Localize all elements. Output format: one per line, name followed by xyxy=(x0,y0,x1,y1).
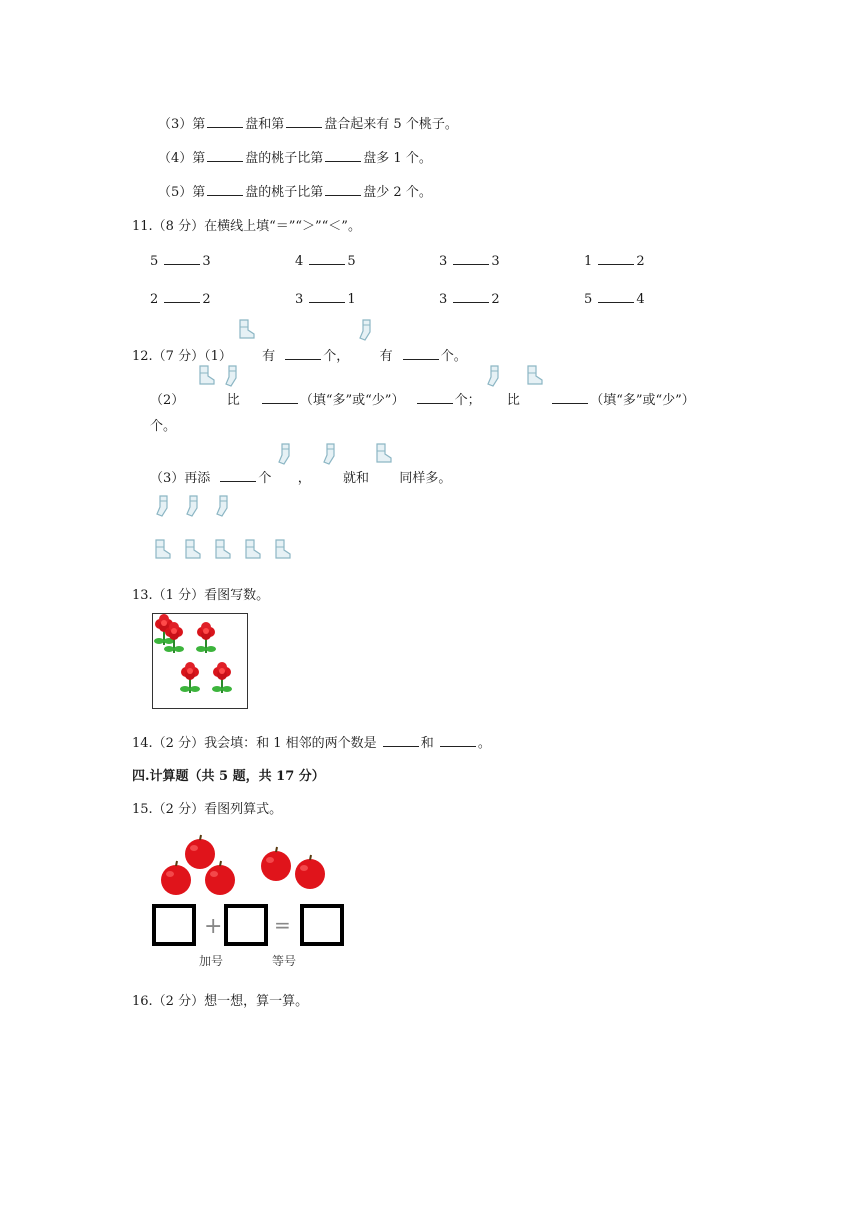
answer-blank[interactable] xyxy=(220,469,256,482)
answer-blank[interactable] xyxy=(262,391,298,404)
answer-blank[interactable] xyxy=(383,734,419,747)
q10-line-3: （3）第 盘和第 盘合起来有 5 个桃子。 xyxy=(158,117,458,132)
apple-icon xyxy=(261,847,291,881)
sock-icon xyxy=(321,442,339,466)
answer-blank[interactable] xyxy=(552,391,588,404)
section-title: 四.计算题（共 5 题，共 17 分） xyxy=(132,769,325,784)
socks-and-shoes-picture xyxy=(150,490,300,570)
answer-blank[interactable] xyxy=(598,252,634,265)
answer-blank[interactable] xyxy=(285,347,321,360)
answer-blank[interactable] xyxy=(309,252,345,265)
sock-icon xyxy=(276,442,294,466)
sock-icon xyxy=(485,364,503,388)
compare-item: 5 4 xyxy=(584,292,645,307)
apple-icon xyxy=(161,861,191,895)
q10-line-4: （4）第 盘的桃子比第 盘多 1 个。 xyxy=(158,151,432,166)
q11-title: 11.（8 分）在横线上填“＝”“＞”“＜”。 xyxy=(132,219,361,234)
answer-blank[interactable] xyxy=(164,252,200,265)
answer-blank[interactable] xyxy=(207,115,243,128)
shoe-icon xyxy=(246,540,260,558)
sock-icon xyxy=(157,496,167,516)
compare-item: 4 5 xyxy=(295,254,356,269)
answer-box[interactable] xyxy=(154,906,194,944)
q12-line-2-tail: 个。 xyxy=(150,419,177,434)
shoe-icon xyxy=(276,540,290,558)
sock-icon xyxy=(357,318,375,342)
q10-line-5: （5）第 盘的桃子比第 盘少 2 个。 xyxy=(158,185,432,200)
equals-caption: 等号 xyxy=(272,954,297,968)
shoe-icon xyxy=(216,540,230,558)
answer-box[interactable] xyxy=(302,906,342,944)
compare-item: 3 2 xyxy=(439,292,500,307)
compare-item: 5 3 xyxy=(150,254,211,269)
q15-title: 15.（2 分）看图列算式。 xyxy=(132,802,283,817)
answer-blank[interactable] xyxy=(325,149,361,162)
compare-item: 1 2 xyxy=(584,254,645,269)
q14-line: 14.（2 分）我会填：和 1 相邻的两个数是 和 。 xyxy=(132,736,491,751)
shoe-icon xyxy=(196,364,218,388)
answer-blank[interactable] xyxy=(453,290,489,303)
equals-sign: = xyxy=(274,913,291,937)
flowers-picture xyxy=(152,613,248,709)
answer-blank[interactable] xyxy=(403,347,439,360)
answer-blank[interactable] xyxy=(309,290,345,303)
compare-item: 3 3 xyxy=(439,254,500,269)
answer-box[interactable] xyxy=(226,906,266,944)
answer-blank[interactable] xyxy=(598,290,634,303)
shoe-icon xyxy=(524,364,546,388)
apple-icon xyxy=(295,855,325,889)
sock-icon xyxy=(217,496,227,516)
compare-item: 2 2 xyxy=(150,292,211,307)
answer-blank[interactable] xyxy=(417,391,453,404)
answer-blank[interactable] xyxy=(440,734,476,747)
shoe-icon xyxy=(236,318,258,342)
shoe-icon xyxy=(156,540,170,558)
plus-caption: 加号 xyxy=(199,954,224,968)
shoe-icon xyxy=(373,442,395,466)
answer-blank[interactable] xyxy=(325,183,361,196)
apple-icon xyxy=(185,835,215,869)
answer-blank[interactable] xyxy=(207,149,243,162)
q16-title: 16.（2 分）想一想，算一算。 xyxy=(132,994,309,1009)
q13-title: 13.（1 分）看图写数。 xyxy=(132,588,270,603)
apple-icon xyxy=(205,861,235,895)
apples-equation-picture xyxy=(150,832,350,972)
q12-line-3: （3）再添 个 ， 就和 同样多。 xyxy=(150,442,451,466)
compare-item: 3 1 xyxy=(295,292,356,307)
answer-blank[interactable] xyxy=(164,290,200,303)
shoe-icon xyxy=(186,540,200,558)
answer-blank[interactable] xyxy=(207,183,243,196)
answer-blank[interactable] xyxy=(286,115,322,128)
plus-sign: + xyxy=(204,914,223,939)
sock-icon xyxy=(187,496,197,516)
answer-blank[interactable] xyxy=(453,252,489,265)
q12-line-1: 12.（7 分）（1） 有 个， 有 个。 xyxy=(132,318,467,354)
sock-icon xyxy=(223,364,241,388)
q12-line-2: （2） 比 （填“多”或“少”） 个； 比 （填“多”或“少”） xyxy=(150,364,695,388)
